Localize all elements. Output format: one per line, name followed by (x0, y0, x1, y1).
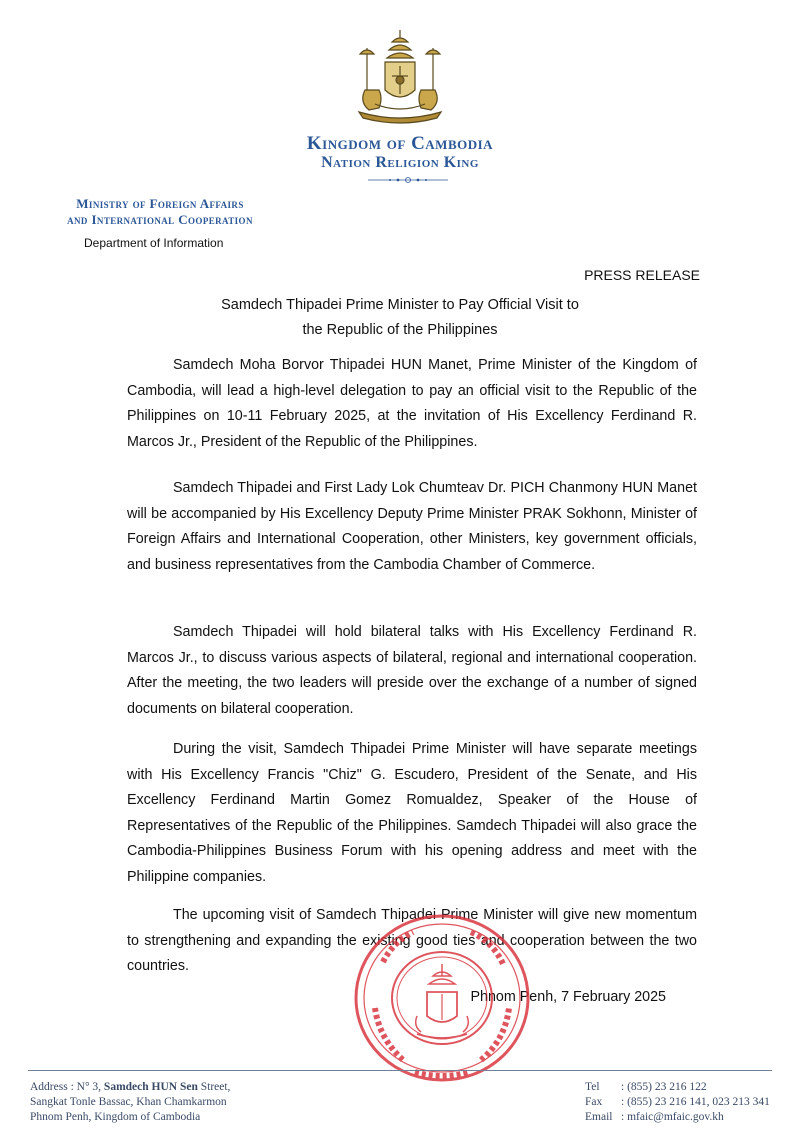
email-label: Email (585, 1111, 613, 1123)
fax-value: : (855) 23 216 141, 023 213 341 (621, 1096, 770, 1108)
body-paragraph-5: The upcoming visit of Samdech Thipadei Prime Minister will give new momentum to strengthening and expanding the existing good ties and cooperation between the two countries. (127, 907, 697, 974)
email-value[interactable]: : mfaic@mfaic.gov.kh (621, 1111, 724, 1123)
royal-arms-icon (345, 28, 455, 126)
official-seal-icon (353, 912, 531, 1084)
body-paragraph-1: Samdech Moha Borvor Thipadei HUN Manet, Prime Minister of the Kingdom of Cambodia, will lead a high-level delegation to pay an official visit to the Republic of the Philippines on 10-11 February 2025, at the invitation of His Excellency Ferdinand R. Marcos Jr., President of the Republic of the Philippines. (127, 357, 697, 450)
department-name: Department of Information (84, 236, 224, 250)
body-paragraph-3: Samdech Thipadei will hold bilateral talks with His Excellency Ferdinand R. Marcos Jr., to discuss various aspects of bilateral, regional and international cooperation. After the meeting, the two leaders will preside over the exchange of a number of signed documents on bilateral cooperation. (127, 624, 697, 717)
ornamental-divider-icon (368, 176, 448, 184)
ministry-name-line1: Ministry of Foreign Affairs (76, 196, 244, 211)
title-line2: the Republic of the Philippines (302, 322, 498, 338)
address-prefix: Address : N° 3, (30, 1081, 104, 1093)
address-line3: Phnom Penh, Kingdom of Cambodia (30, 1111, 201, 1123)
press-release-label: PRESS RELEASE (584, 267, 700, 283)
body-paragraph-4: During the visit, Samdech Thipadei Prime Minister will have separate meetings with His Excellency Francis "Chiz" G. Escudero, President of the Senate, and His Excellency Ferdinand Martin Gomez Romualdez, Speaker of the House of Representatives of the Republic of the Philippines. Samdech Thipadei will also grace the Cambodia-Philippines Business Forum with his opening address and meet with the Philippine companies. (127, 741, 697, 885)
title-line1: Samdech Thipadei Prime Minister to Pay Official Visit to (221, 297, 579, 313)
tel-value: : (855) 23 216 122 (621, 1081, 707, 1093)
place-and-date: Phnom Penh, 7 February 2025 (470, 989, 666, 1005)
address-street: Samdech HUN Sen (103, 1081, 198, 1093)
national-motto: Nation Religion King (321, 154, 479, 171)
body-paragraph-2: Samdech Thipadei and First Lady Lok Chumteav Dr. PICH Chanmony HUN Manet will be accompanied by His Excellency Deputy Prime Minister PRAK Sokhonn, Minister of Foreign Affairs and International Cooperation, other Ministers, key government officials, and business representatives from the Cambodia Chamber of Commerce. (127, 480, 697, 573)
kingdom-title: Kingdom of Cambodia (306, 133, 494, 154)
address-suffix: Street, (197, 1081, 231, 1093)
footer-address (30, 1080, 230, 1125)
footer-contacts (585, 1080, 770, 1125)
tel-label: Tel (585, 1081, 600, 1093)
footer-divider (28, 1070, 772, 1071)
address-line2: Sangkat Tonle Bassac, Khan Chamkarmon (30, 1096, 227, 1108)
fax-label: Fax (585, 1096, 603, 1108)
ministry-name-line2: and International Cooperation (67, 212, 253, 227)
